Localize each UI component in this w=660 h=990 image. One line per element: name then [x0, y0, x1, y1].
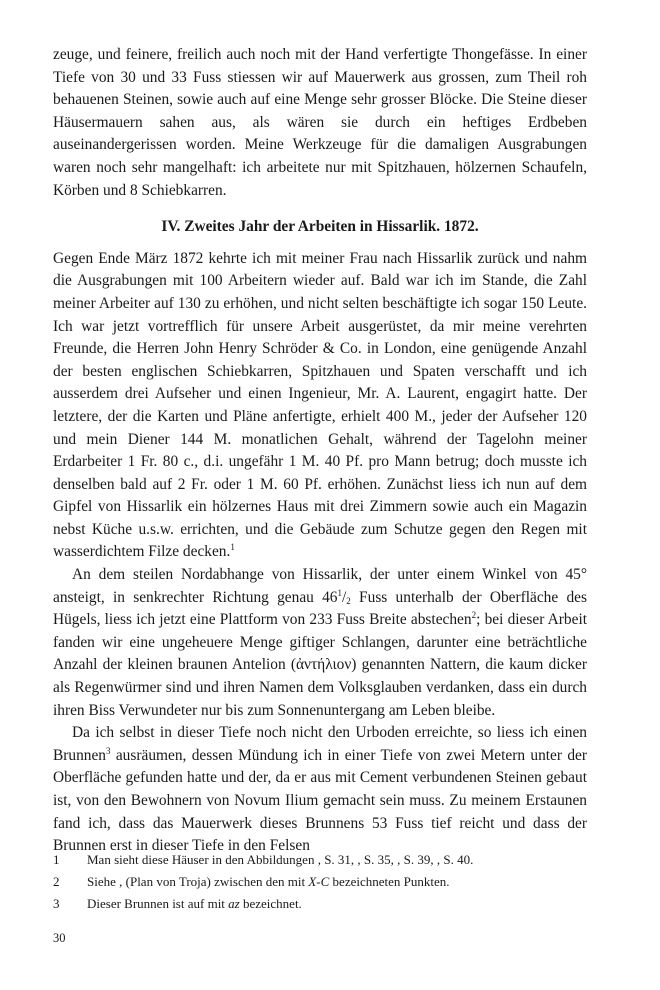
paragraph-3-text-c: ; bei dieser Arbeit fanden wir eine ungeheuere Menge giftiger Schlangen, darunter eine beträchtliche Anzahl der kleinen braunen Antelion (ἀντήλιον) genannten Nattern, die kaum dicker als Regenwürmer sind und ihren Namen dem Volksglauben verdanken, dass ein durch ihren Biss Verwundeter nur bis zum Sonnenuntergang am Leben bleibe.	[53, 611, 587, 719]
paragraph-2-text: Gegen Ende März 1872 kehrte ich mit meiner Frau nach Hissarlik zurück und nahm die Ausgrabungen mit 100 Arbeitern wieder auf. Bald war ich im Stande, die Zahl meiner Arbeiter auf 130 zu erhöhen, und nicht selten beschäftigte ich sogar 150 Leute. Ich war jetzt vortrefflich für unsere Arbeit ausgerüstet, da mir meine verehrten Freunde, die Herren John Henry Schröder & Co. in London, eine genügende Anzahl der besten englischen Schiebkarren, Spitzhauen und Spaten verschafft und ich ausserdem drei Aufseher und einen Ingenieur, Mr. A. Laurent, engagirt hatte. Der letztere, der die Karten und Pläne anfertigte, erhielt 400 M., jeder der Aufseher 120 und mein Diener 144 M. monatlichen Gehalt, während der Tagelohn meiner Erdarbeiter 1 Fr. 80 c., d.i. ungefähr 1 M. 40 Pf. pro Mann betrug; doch musste ich denselben bald auf 2 Fr. oder 1 M. 60 Pf. erhöhen. Zunächst liess ich nun auf dem Gipfel von Hissarlik ein hölzernes Haus mit drei Zimmern sowie auch ein Magazin nebst Küche u.s.w. errichten, und die Gebäude zum Schutze gegen den Regen mit wasserdichtem Filze decken.	[53, 249, 587, 561]
footnote-text-a: Dieser Brunnen ist auf mit	[87, 896, 229, 911]
footnote-text	[87, 871, 587, 893]
footnote-number: 1	[53, 852, 60, 867]
footnote-text-b: bezeichnet.	[239, 896, 302, 911]
body-text	[53, 44, 587, 858]
footnote-text-a: Siehe , (Plan von Troja) zwischen den mit	[87, 874, 309, 889]
footnote-emphasis: X-C	[308, 874, 330, 889]
fraction-denominator: 2	[346, 595, 351, 606]
paragraph-3-text-a: An dem steilen Nordabhange von Hissarlik, der unter einem Winkel von 45° ansteigt, in senkrechter Richtung genau 46	[53, 566, 587, 606]
footnote-2	[53, 871, 587, 893]
footnote-emphasis: az	[228, 896, 240, 911]
section-heading: IV. Zweites Jahr der Arbeiten in Hissarlik. 1872.	[161, 218, 479, 236]
paragraph-4-text-a: Da ich selbst in dieser Tiefe noch nicht den Urboden erreichte, so liess ich einen Brunnen	[53, 724, 587, 764]
footnote-number: 3	[53, 896, 60, 911]
paragraph-3	[53, 564, 587, 722]
footnote-ref-2[interactable]: 2	[471, 610, 477, 621]
footnote-ref-1[interactable]: 1	[230, 542, 235, 553]
footnote-text: Man sieht diese Häuser in den Abbildungen , S. 31, , S. 35, , S. 39, , S. 40.	[87, 852, 474, 867]
fraction-numerator: 1	[337, 587, 343, 598]
footnote-3	[53, 893, 587, 915]
footnote-text	[87, 893, 587, 915]
footnote-number: 2	[53, 874, 60, 889]
footnote-1	[53, 849, 587, 871]
footnotes	[53, 849, 587, 915]
page-number: 30	[53, 931, 66, 945]
footnote-ref-3[interactable]: 3	[106, 745, 111, 756]
footnote-text-b: bezeichneten Punkten.	[329, 874, 450, 889]
paragraph-2	[53, 248, 587, 564]
paragraph-4-text-b: ausräumen, dessen Mündung ich in einer Tiefe von zwei Metern unter der Oberfläche gefunden hatte und der, da er aus mit Cement verbundenen Steinen gebaut ist, von den Bewohnern von Novum Ilium gemacht sein muss. Zu meinem Erstaunen fand ich, dass das Mauerwerk dieses Brunnens 53 Fuss tief reicht und dass der Brunnen erst in dieser Tiefe in den Felsen	[53, 746, 587, 855]
paragraph-4	[53, 722, 587, 858]
paragraph-1: zeuge, und feinere, freilich auch noch mit der Hand verfertigte Thongefässe. In einer Tiefe von 30 und 33 Fuss stiessen wir auf Mauerwerk aus grossen, zum Theil roh behauenen Steinen, sowie auch auf eine Menge sehr grosser Blöcke. Die Steine dieser Häusermauern sahen aus, als wären sie durch ein heftiges Erdbeben auseinandergerissen worden. Meine Werkzeuge für die damaligen Ausgrabungen waren noch sehr mangelhaft: ich arbeitete nur mit Spitzhauen, hölzernen Schaufeln, Körben und 8 Schiebkarren.	[53, 46, 587, 199]
paragraph-3-text-b: Fuss unterhalb der Oberfläche des Hügels, liess ich jetzt eine Plattform von 233 Fuss Breite abstechen	[53, 588, 587, 629]
fraction-slash: /	[342, 588, 347, 606]
